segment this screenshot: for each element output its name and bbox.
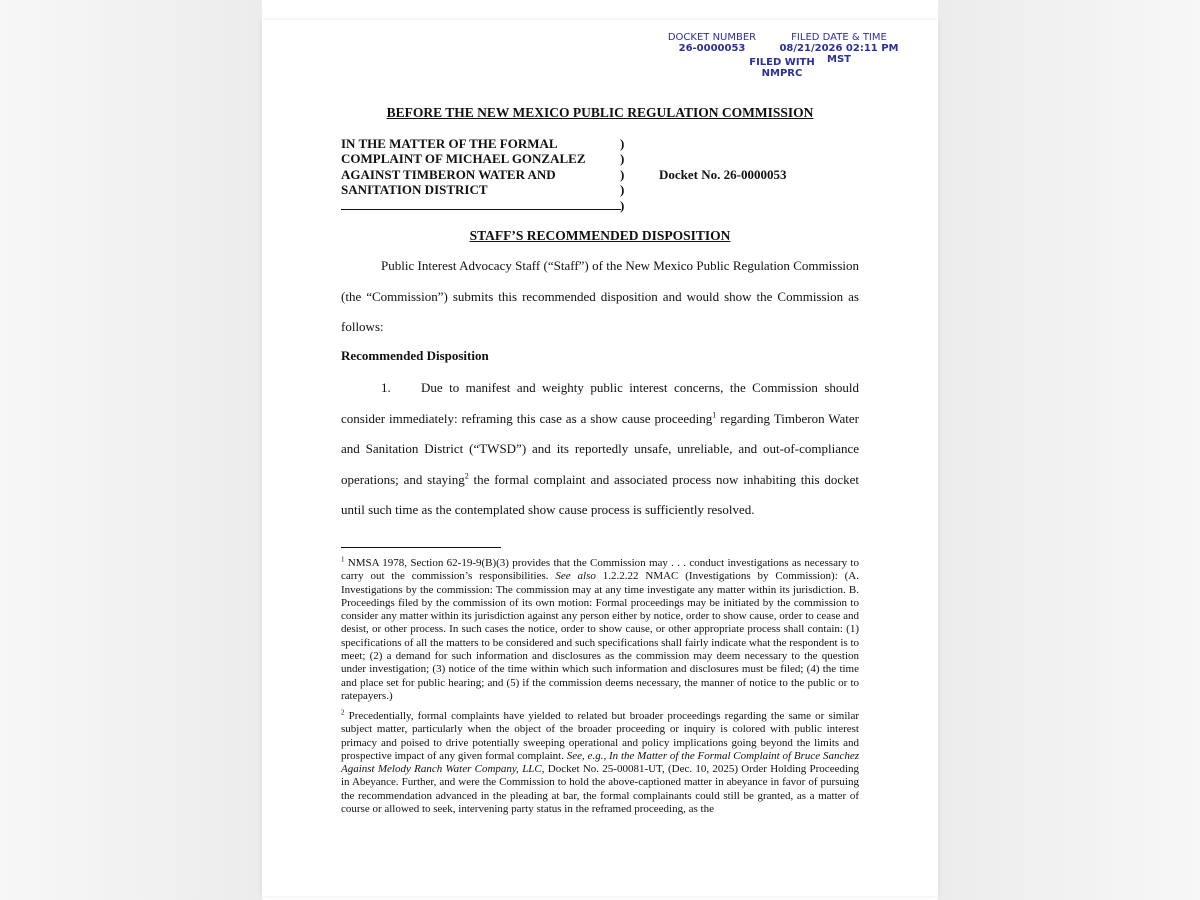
- paragraph-1: [341, 373, 859, 526]
- paragraph-text: regarding Timberon Water and Sanitation District (“TWSD”) and its reportedly unsafe, unreliable, and out-of-compliance operations; and staying: [341, 410, 859, 487]
- footnote-text: 1.2.2.22 NMAC (Investigations by Commission): (A. Investigations by the commission: The commission may at any time investigate any matter within its jurisdiction. B. Proceedings filed by the commission of its own motion: Formal proceedings may be initiated by the commission to consider any matter within its jurisdiction against any person either by notice, order to show cause, order to cease and desist, or other process. In such cases the notice, order to show cause, or other appropriate process shall contain: (1) specifications of all the matters to be considered and such specifications shall fairly indicate what the respondent is to meet; (2) a demand for such information and disclosures as the commission may deem necessary to the question under investigation; (3) notice of the time within which such information and disclosures must be filed; (4) the time and place set for public hearing; and (5) if the commission deems necessary, the manner of notice to the public or to ratepayers.): [341, 570, 859, 702]
- paragraph-text: the formal complaint and associated process now inhabiting this docket until such time as the contemplated show cause process is sufficiently resolved.: [341, 471, 859, 517]
- filed-with-stamp: FILED WITH NMPRC: [749, 57, 815, 79]
- docket-number-label: DOCKET NUMBER: [667, 32, 757, 43]
- footnote-marker: 2: [341, 708, 345, 717]
- paragraph-text: Due to manifest and weighty public interest concerns, the Commission should consider immediately: reframing this case as a show cause proceeding: [341, 380, 859, 426]
- filed-date-value: 08/21/2026 02:11 PM MST: [779, 43, 899, 65]
- document-page: [262, 20, 938, 896]
- caption-line: AGAINST TIMBERON WATER AND: [341, 166, 556, 182]
- footnote-marker: 1: [341, 555, 345, 564]
- caption-line: COMPLAINT OF MICHAEL GONZALEZ: [341, 151, 586, 167]
- paragraph-number: 1.: [381, 380, 391, 395]
- footnote-separator: [341, 547, 501, 548]
- footnote-1: [341, 557, 859, 703]
- commission-heading: BEFORE THE NEW MEXICO PUBLIC REGULATION COMMISSION: [386, 105, 814, 120]
- footnote-citation: See, e.g., In the Matter of the Formal Complaint of Bruce Sanchez Against Melody Ranch Water Company, LLC: [341, 749, 859, 776]
- docket-number-value: 26-0000053: [678, 43, 746, 54]
- footnote-text: NMSA 1978, Section 62-19-9(B)(3) provides that the Commission may . . . conduct investigations as necessary to carry out the commission’s responsibilities.: [341, 557, 859, 583]
- viewer-background-right: [938, 0, 1200, 900]
- caption-paren: ): [620, 182, 625, 198]
- caption-parentheses: [620, 136, 624, 213]
- section-heading: Recommended Disposition: [341, 348, 489, 363]
- footnote-citation: See also: [555, 570, 596, 583]
- docket-no: Docket No. 26-0000053: [659, 167, 787, 182]
- viewer-background-left: [0, 0, 262, 900]
- footnote-ref-1[interactable]: 1: [712, 410, 717, 420]
- footnote-text: Precedentially, formal complaints have yielded to related but broader proceedings regarding the same or similar subject matter, particularly when the object of the broader proceeding or inquiry is colored with public interest primacy and poised to drive potentially sweeping operational and policy implications going beyond the limits and prospective impact of any given formal complaint.: [341, 710, 859, 762]
- caption-line: SANITATION DISTRICT: [341, 182, 488, 198]
- footnote-2: [341, 710, 859, 816]
- caption-paren: ): [620, 136, 625, 151]
- document-title: STAFF’S RECOMMENDED DISPOSITION: [469, 228, 731, 243]
- footnote-ref-2[interactable]: 2: [464, 471, 469, 481]
- caption-underline: [341, 209, 621, 210]
- case-caption: [341, 136, 621, 198]
- intro-paragraph: Public Interest Advocacy Staff (“Staff”) of the New Mexico Public Regulation Commission (the “Commission”) submits this recommended disposition and would show the Commission as follows:: [341, 258, 859, 334]
- footnote-text: , Docket No. 25-00081-UT, (Dec. 10, 2025) Order Holding Proceeding in Abeyance. Further, and were the Commission to hold the above-captioned matter in abeyance in favor of pursuing the recommendation advanced in the pleading at bar, the formal complainants could still be granted, as a matter of course or allowed to seek, intervening party status in the reframed proceeding, as the: [341, 763, 860, 816]
- caption-line: IN THE MATTER OF THE FORMAL: [341, 136, 558, 151]
- caption-paren: ): [620, 197, 625, 213]
- docket-number-stamp: [657, 32, 767, 54]
- caption-paren: ): [620, 166, 625, 182]
- filed-date-label: FILED DATE & TIME: [791, 32, 887, 43]
- caption-paren: ): [620, 151, 625, 167]
